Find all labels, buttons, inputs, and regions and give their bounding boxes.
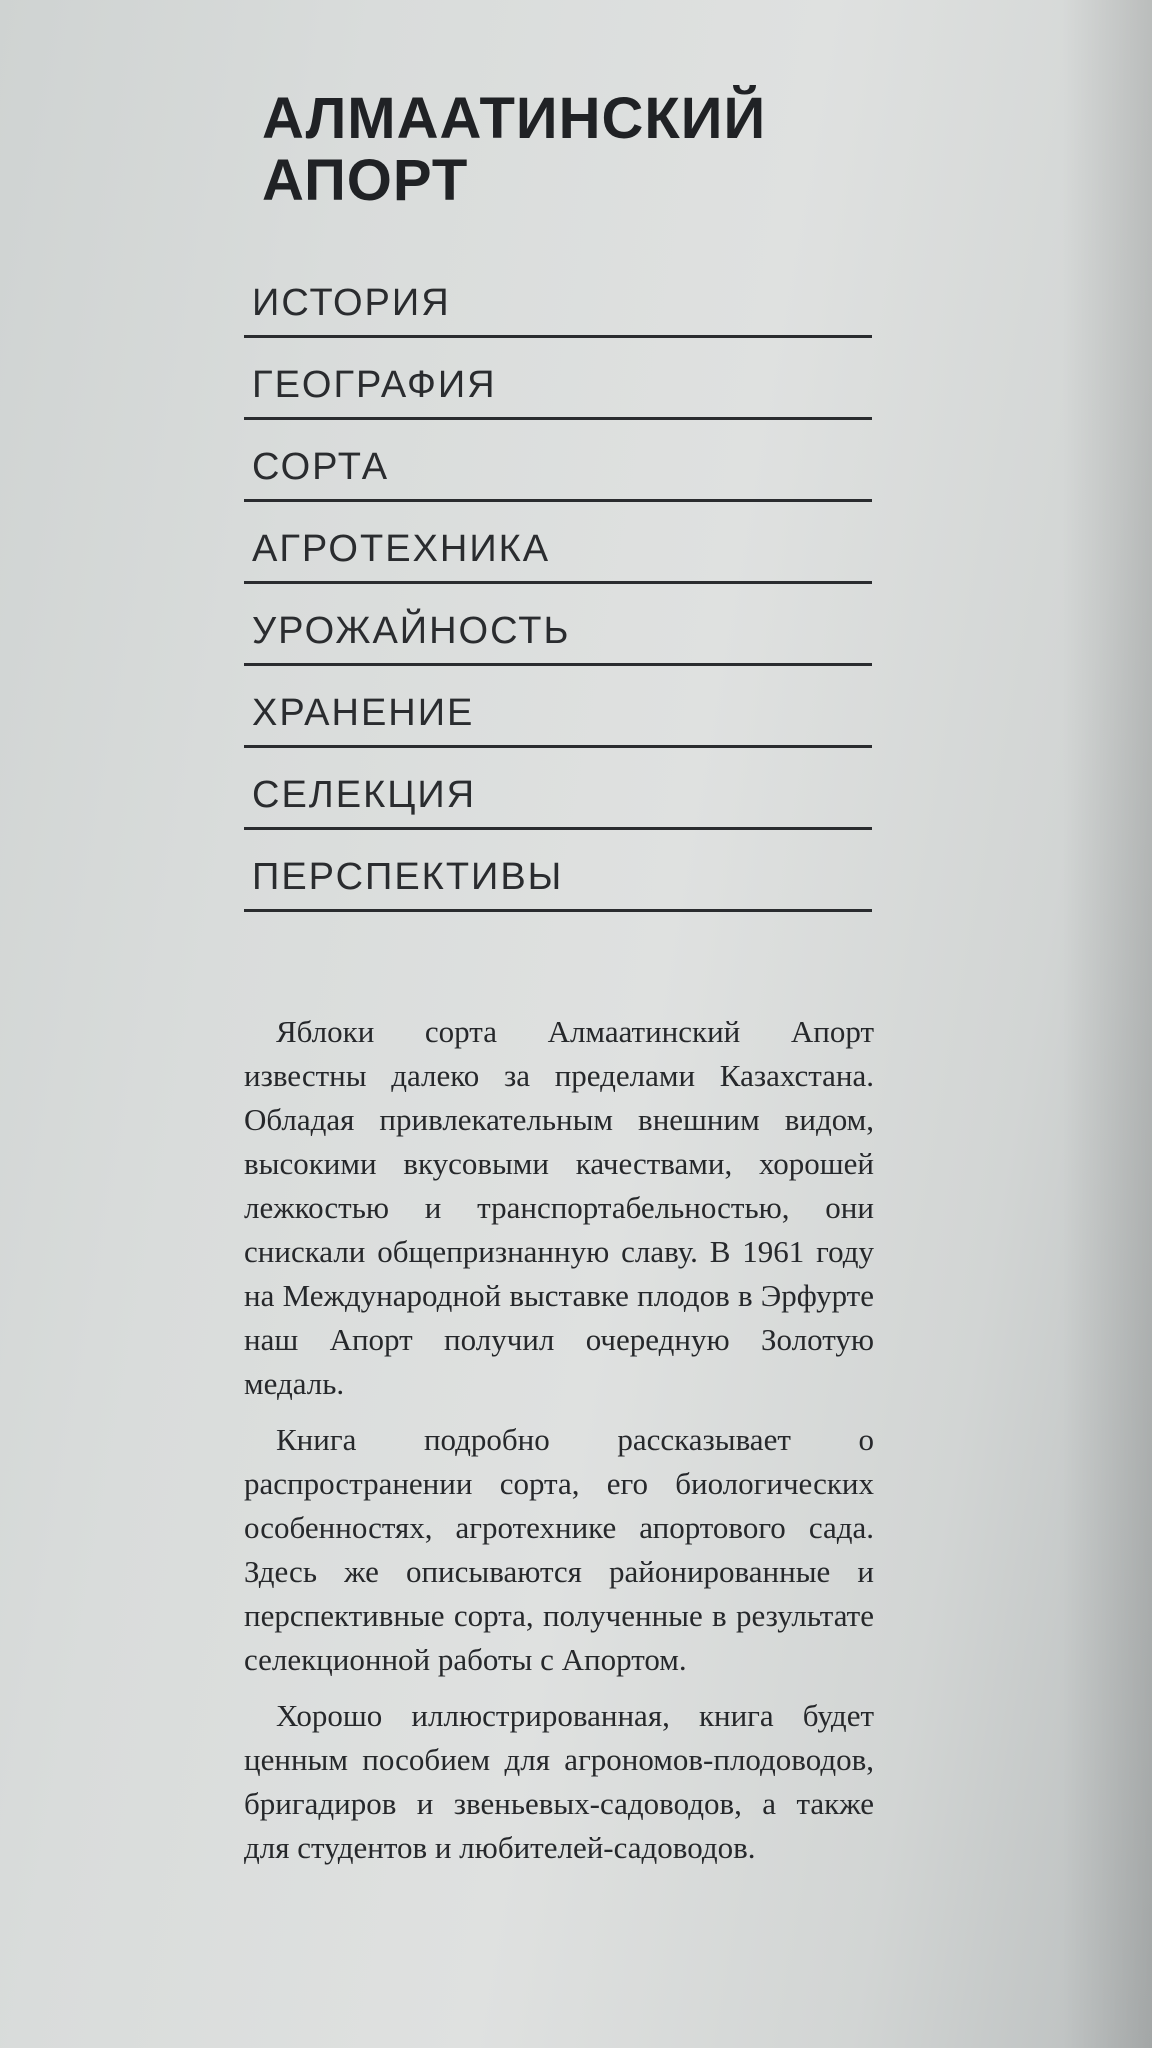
topic-label: СЕЛЕКЦИЯ [252, 774, 477, 816]
book-title-line-2: АПОРТ [262, 148, 469, 213]
description-paragraph: Яблоки сорта Алмаатинский Апорт известны далеко за пределами Казахстана. Обладая привлекательным внешним видом, высокими вкусовыми качествами, хорошей лежкостью и транспортабельностью, они снискали общепризнанную славу. В 1961 году на Международной выставке плодов в Эрфурте наш Апорт получил очередную Золотую медаль. [244, 1014, 874, 1401]
topic-label: ГЕОГРАФИЯ [252, 364, 497, 406]
topic-item-selection [244, 748, 872, 830]
topics-list [244, 256, 872, 912]
description-paragraph: Книга подробно рассказывает о распространении сорта, его биологических особенностях, агротехнике апортового сада. Здесь же описываются районированные и перспективные сорта, полученные в результате селекционной работы с Апортом. [244, 1422, 874, 1677]
topic-item-storage [244, 666, 872, 748]
topic-item-yield [244, 584, 872, 666]
topic-label: ХРАНЕНИЕ [252, 692, 475, 734]
book-title [262, 88, 902, 212]
book-title-line-1: АЛМААТИНСКИЙ [262, 86, 767, 151]
description-paragraph: Хорошо иллюстрированная, книга будет ценным пособием для агрономов-плодоводов, бригадиров и звеньевых-садоводов, а также для студентов и любителей-садоводов. [244, 1698, 874, 1865]
topic-label: УРОЖАЙНОСТЬ [252, 610, 571, 652]
topic-item-prospects [244, 830, 872, 912]
topic-item-history [244, 256, 872, 338]
topic-item-agrotechnics [244, 502, 872, 584]
topic-label: ПЕРСПЕКТИВЫ [252, 856, 564, 898]
topic-label: АГРОТЕХНИКА [252, 528, 551, 570]
topic-label: ИСТОРИЯ [252, 282, 451, 324]
topic-label: СОРТА [252, 446, 390, 488]
topic-item-geography [244, 338, 872, 420]
book-description [244, 1010, 874, 1882]
page-edge-shadow [1062, 0, 1152, 2048]
topic-item-varieties [244, 420, 872, 502]
